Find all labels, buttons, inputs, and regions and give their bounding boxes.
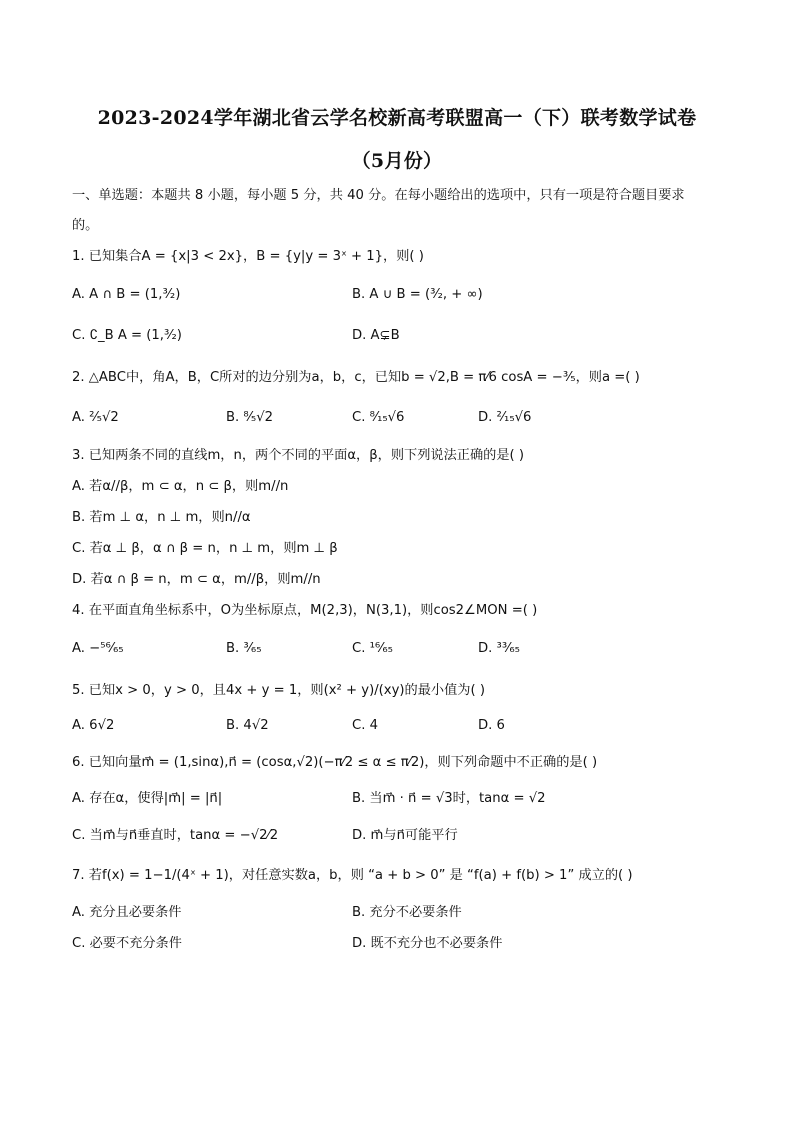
question-3-stem: 3. 已知两条不同的直线m，n，两个不同的平面α，β，则下列说法正确的是( ) xyxy=(72,448,525,463)
question-5-option-d: D. 6 xyxy=(478,718,505,733)
question-7-option-d: D. 既不充分也不必要条件 xyxy=(352,936,503,951)
question-3-option-c: C. 若α ⊥ β，α ∩ β = n，n ⊥ m，则m ⊥ β xyxy=(72,541,338,556)
exam-subtitle: （5月份） xyxy=(351,150,443,172)
question-3-option-a: A. 若α//β，m ⊂ α，n ⊂ β，则m//n xyxy=(72,479,289,494)
section-heading-line2: 的。 xyxy=(72,218,99,233)
question-3-option-b: B. 若m ⊥ α，n ⊥ m，则n//α xyxy=(72,510,251,525)
question-2-option-b: B. ⁸⁄₅√2 xyxy=(226,410,273,425)
question-2-option-a: A. ²⁄₅√2 xyxy=(72,410,119,425)
question-6-option-b: B. 当m⃗ · n⃗ = √3时，tanα = √2 xyxy=(352,791,546,806)
question-4-option-d: D. ³³⁄₆₅ xyxy=(478,641,520,656)
question-7-option-b: B. 充分不必要条件 xyxy=(352,905,462,920)
question-7-option-a: A. 充分且必要条件 xyxy=(72,905,182,920)
question-1-option-a: A. A ∩ B = (1,³⁄₂) xyxy=(72,287,181,302)
question-7-stem: 7. 若f(x) = 1−1/(4ˣ + 1)，对任意实数a，b，则 “a + b > 0” 是 “f(a) + f(b) > 1” 成立的( ) xyxy=(72,868,633,883)
exam-title: 2023-2024学年湖北省云学名校新高考联盟高一（下）联考数学试卷 xyxy=(97,107,697,129)
question-5-stem: 5. 已知x > 0，y > 0，且4x + y = 1，则(x² + y)/(xy)的最小值为( ) xyxy=(72,683,485,698)
question-1-option-d: D. A⊊B xyxy=(352,328,400,343)
question-5-option-b: B. 4√2 xyxy=(226,718,269,733)
question-7-option-c: C. 必要不充分条件 xyxy=(72,936,182,951)
question-4-option-a: A. −⁵⁶⁄₆₅ xyxy=(72,641,124,656)
question-6-option-a: A. 存在α，使得|m⃗| = |n⃗| xyxy=(72,791,223,806)
question-6-option-d: D. m⃗与n⃗可能平行 xyxy=(352,828,458,843)
question-1-option-b: B. A ∪ B = (³⁄₂, + ∞) xyxy=(352,287,483,302)
question-6-option-c: C. 当m⃗与n⃗垂直时，tanα = −√2⁄2 xyxy=(72,828,279,843)
question-5-option-c: C. 4 xyxy=(352,718,378,733)
question-6-stem: 6. 已知向量m⃗ = (1,sinα),n⃗ = (cosα,√2)(−π⁄2 ≤ α ≤ π⁄2)，则下列命题中不正确的是( ) xyxy=(72,755,598,770)
question-5-option-a: A. 6√2 xyxy=(72,718,115,733)
question-2-stem: 2. △ABC中，角A，B，C所对的边分别为a，b，c，已知b = √2,B = π⁄6 cosA = −³⁄₅，则a =( ) xyxy=(72,370,640,385)
question-4-stem: 4. 在平面直角坐标系中，O为坐标原点，M(2,3)，N(3,1)，则cos2∠MON =( ) xyxy=(72,603,538,618)
question-4-option-b: B. ³⁄₆₅ xyxy=(226,641,262,656)
question-2-option-d: D. ²⁄₁₅√6 xyxy=(478,410,532,425)
question-4-option-c: C. ¹⁶⁄₆₅ xyxy=(352,641,393,656)
question-1-stem: 1. 已知集合A = {x|3 < 2x}，B = {y|y = 3ˣ + 1}，则( ) xyxy=(72,249,424,264)
section-heading-line1: 一、单选题：本题共 8 小题，每小题 5 分，共 40 分。在每小题给出的选项中，只有一项是符合题目要求 xyxy=(72,188,685,203)
question-3-option-d: D. 若α ∩ β = n，m ⊂ α，m//β，则m//n xyxy=(72,572,321,587)
question-1-option-c: C. ∁_B A = (1,³⁄₂) xyxy=(72,328,182,343)
question-2-option-c: C. ⁸⁄₁₅√6 xyxy=(352,410,405,425)
